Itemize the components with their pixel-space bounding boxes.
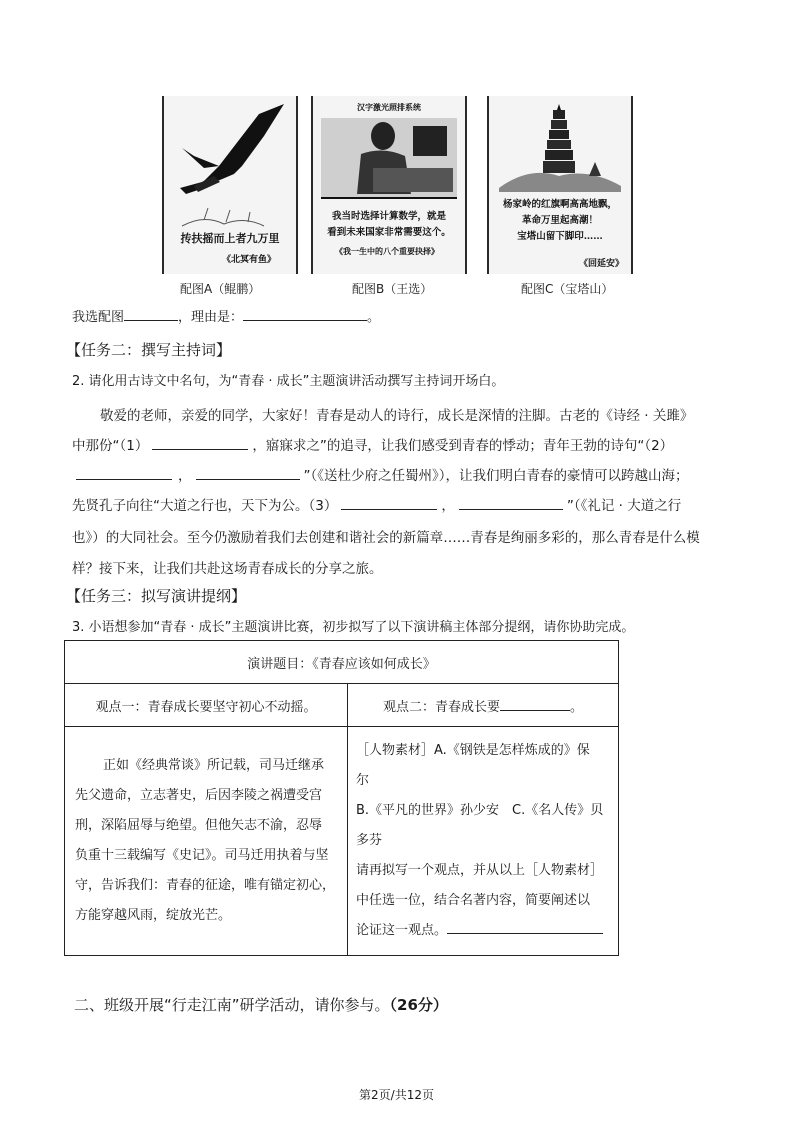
illustration-c-line2: 革命万里起高潮！ xyxy=(521,215,598,226)
para-text: ， xyxy=(178,468,192,484)
left-line: 守，告诉我们：青春的征途，唯有锚定初心， xyxy=(75,878,336,893)
speech-outline-table xyxy=(64,640,619,956)
para-text: 敬爱的老师，亲爱的同学，大家好！青春是动人的诗行，成长是深情的注脚。古老的《诗经 · 关雎》 xyxy=(100,408,694,424)
evidence-left-cell xyxy=(65,727,348,956)
para-text: 中那份“（1） xyxy=(72,438,149,454)
task3-question: 3. 小语想参加“青春 · 成长”主题演讲比赛，初步拟写了以下演讲稿主体部分提纲，请你协助完成。 xyxy=(72,620,635,635)
viewpoint-two-suffix: 。 xyxy=(570,699,584,715)
illustration-c xyxy=(487,96,633,274)
task2-para-line3 xyxy=(72,464,734,484)
left-line: 正如《经典常谈》所记载，司马迁继承 xyxy=(103,758,325,773)
illustration-c-source: 《回延安》 xyxy=(579,259,625,269)
right-line: 多芬 xyxy=(356,833,383,848)
image-choice-blank[interactable] xyxy=(124,306,178,321)
right-line: 尔 xyxy=(356,773,370,788)
viewpoint-two-prefix: 观点二：青春成长要 xyxy=(382,699,500,715)
blank-3b[interactable] xyxy=(459,495,563,510)
illustration-b xyxy=(311,96,467,274)
task3-heading: 【任务三：拟写演讲提纲】 xyxy=(66,587,247,605)
right-line-last xyxy=(356,916,610,946)
caption-c: 配图C（宝塔山） xyxy=(521,282,614,296)
left-line: 方能穿越风雨，绽放光芒。 xyxy=(75,908,232,923)
illustration-b-banner: 汉字激光照排系统 xyxy=(357,102,421,112)
reason-blank[interactable] xyxy=(243,306,367,321)
illustration-a-line: 抟扶摇而上者九万里 xyxy=(180,232,280,245)
right-line: 请再拟写一个观点，并从以上［人物素材］ xyxy=(356,863,604,878)
blank-3a[interactable] xyxy=(341,495,437,510)
viewpoint-two-cell xyxy=(348,684,619,727)
task2-para-line5 xyxy=(72,526,734,546)
left-line: 负重十三载编写《史记》。司马迁用执着与坚 xyxy=(75,848,329,863)
right-line: 中任选一位，结合名著内容，简要阐述以 xyxy=(356,893,591,908)
illustration-b-line1: 我当时选择计算数学，就是 xyxy=(331,211,446,222)
para-text: ，寤寐求之”的追寻，让我们感受到青春的悸动；青年王勃的诗句“（2） xyxy=(252,438,674,454)
task2-para-line6 xyxy=(72,557,734,577)
choice-line xyxy=(72,306,380,325)
eagle-drawing xyxy=(164,96,296,274)
para-text: ， xyxy=(441,498,455,514)
para-text: 也》）的大同社会。至今仍激励着我们去创建和谐社会的新篇章……青春是绚丽多彩的，那么青春是什么模 xyxy=(72,530,700,546)
blank-2a[interactable] xyxy=(76,465,172,480)
task2-heading: 【任务二：撰写主持词】 xyxy=(66,341,232,359)
para-text: ”（《礼记 · 大道之行 xyxy=(566,498,682,514)
blank-1[interactable] xyxy=(152,435,248,450)
illustration-c-line3: 宝塔山留下脚印…… xyxy=(517,231,603,242)
para-text: 先贤孔子向往“大道之行也，天下为公。（3） xyxy=(72,498,338,514)
task2-para-line4 xyxy=(72,494,734,514)
choice-suffix: 。 xyxy=(367,310,381,325)
task2-question: 2. 请化用古诗文中名句，为“青春 · 成长”主题演讲活动撰写主持词开场白。 xyxy=(72,374,505,389)
right-line-text: 论证这一观点。 xyxy=(356,923,448,938)
evidence-right-cell xyxy=(348,727,619,956)
section2-text: 二、班级开展“行走江南”研学活动，请你参与。 xyxy=(74,996,390,1014)
caption-b: 配图B（王选） xyxy=(352,282,433,296)
illustration-a xyxy=(162,96,298,274)
choice-middle: ，理由是： xyxy=(178,310,244,325)
illustration-b-source: 《我一生中的八个重要抉择》 xyxy=(335,246,439,256)
left-line: 先父遗命，立志著史，后因李陵之祸遭受宫 xyxy=(75,788,323,803)
pagoda-drawing xyxy=(489,96,631,274)
speech-title-cell: 演讲题目：《青春应该如何成长》 xyxy=(65,641,619,684)
section2-score: （26分） xyxy=(389,996,448,1014)
section2-title xyxy=(74,994,448,1015)
left-line: 刑，深陷屈辱与绝望。但他矢志不渝，忍辱 xyxy=(75,818,323,833)
viewpoint-two-blank[interactable] xyxy=(500,696,570,711)
para-text: ”（《送杜少府之任蜀州》），让我们明白青春的豪情可以跨越山海； xyxy=(303,468,689,484)
illustration-b-line2: 看到未来国家非常需要这个。 xyxy=(327,227,451,238)
para-text: 样？接下来，让我们共赴这场青春成长的分享之旅。 xyxy=(72,561,383,577)
right-line: ［人物素材］A.《钢铁是怎样炼成的》保 xyxy=(356,743,590,758)
page-footer: 第2页/共12页 xyxy=(359,1088,434,1102)
illustration-a-source: 《北冥有鱼》 xyxy=(222,255,277,265)
viewpoint-one-cell: 观点一：青春成长要坚守初心不动摇。 xyxy=(65,684,348,727)
illustration-c-line1: 杨家岭的红旗啊高高地飘， xyxy=(502,199,617,210)
caption-a: 配图A（鲲鹏） xyxy=(180,282,261,296)
blank-2b[interactable] xyxy=(196,465,300,480)
viewpoint-argument-blank[interactable] xyxy=(447,919,603,934)
task2-para-line2 xyxy=(72,434,734,454)
right-line: B.《平凡的世界》孙少安 C.《名人传》贝 xyxy=(356,803,604,818)
choice-prefix: 我选配图 xyxy=(72,310,125,325)
task2-para-line1 xyxy=(100,404,762,424)
